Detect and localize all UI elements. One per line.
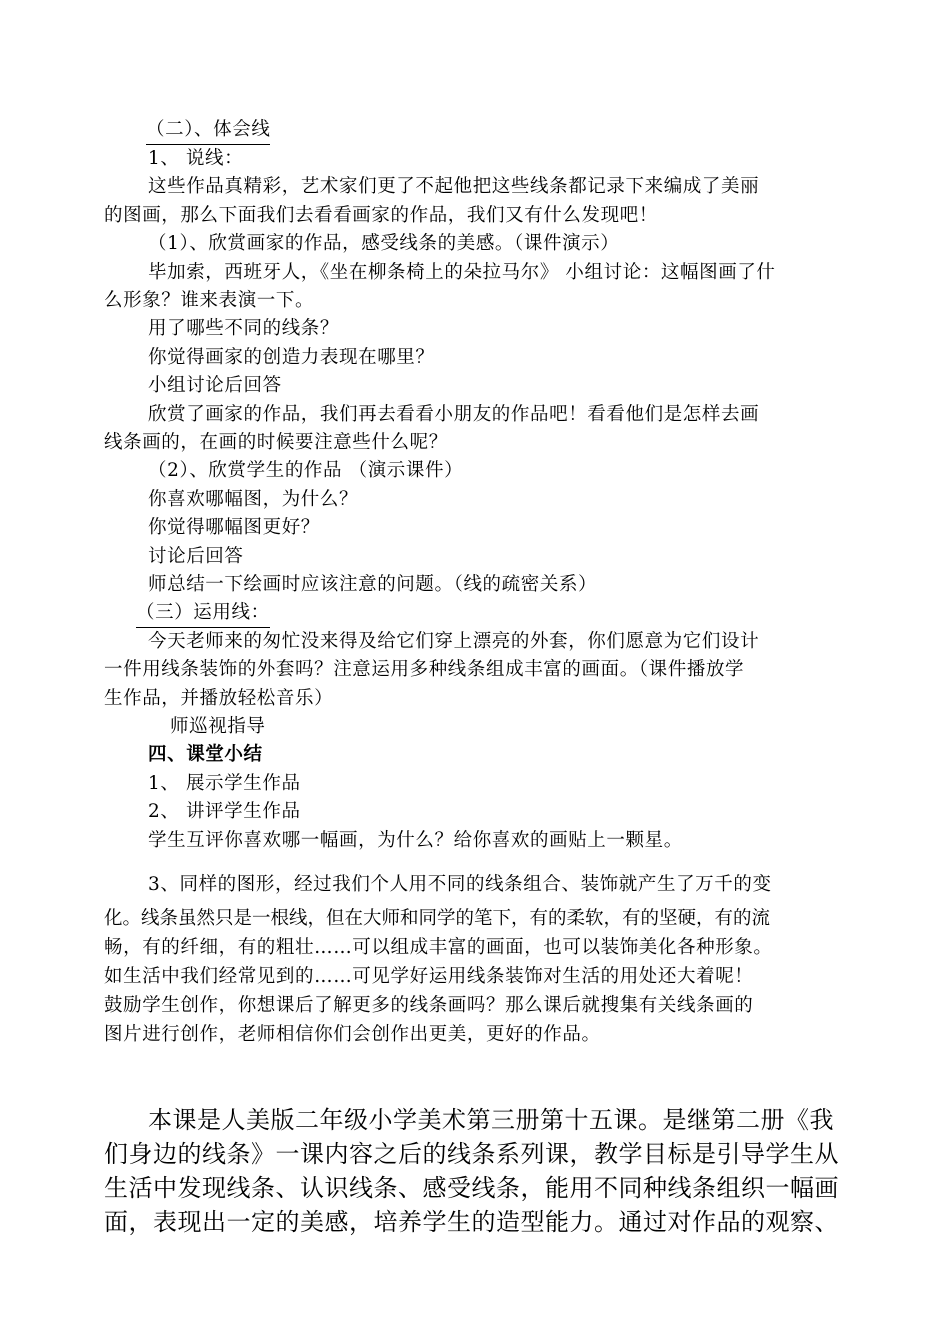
question-better: 你觉得哪幅图更好？: [148, 517, 320, 538]
subsection2-heading: （2）、欣赏学生的作品 （演示课件）: [148, 460, 464, 481]
item3-line1: 3、同样的图形，经过我们个人用不同的线条组合、装饰就产生了万千的变: [148, 874, 772, 895]
item3-line5: 鼓励学生创作，你想课后了解更多的线条画吗？那么课后就搜集有关线条画的: [104, 995, 754, 1016]
peer-review: 学生互评你喜欢哪一幅画，为什么？给你喜欢的画贴上一颗星。: [148, 830, 683, 851]
item3-line3: 畅，有的纤细，有的粗壮……可以组成丰富的画面，也可以装饰美化各种形象。: [104, 937, 773, 958]
section3-para-line2: 一件用线条装饰的外套吗？注意运用多种线条组成丰富的画面。（课件播放学: [104, 659, 745, 680]
item3-line6: 图片进行创作，老师相信你们会创作出更美，更好的作品。: [104, 1024, 601, 1045]
teacher-summary: 师总结一下绘画时应该注意的问题。（线的疏密关系）: [148, 574, 598, 595]
para2-line2: 线条画的，在画的时候要注意些什么呢？: [104, 432, 448, 453]
para1-line1: 这些作品真精彩，艺术家们更了不起他把这些线条都记录下来编成了美丽: [148, 176, 760, 197]
answer-discussion: 讨论后回答: [148, 546, 244, 567]
para1-line2: 的图画，那么下面我们去看看画家的作品，我们又有什么发现吧！: [104, 205, 658, 226]
picasso-line2: 么形象？谁来表演一下。: [104, 290, 315, 311]
teacher-guidance: 师巡视指导: [170, 716, 266, 737]
answer-group-discussion: 小组讨论后回答: [148, 375, 282, 396]
question-lines-used: 用了哪些不同的线条？: [148, 318, 340, 339]
subsection1-heading: （1）、欣赏画家的作品，感受线条的美感。（课件演示）: [148, 233, 620, 254]
section2-item1: 1、 说线：: [148, 148, 244, 169]
item3-line4: 如生活中我们经常见到的……可见学好运用线条装饰对生活的用处还大着呢！: [104, 966, 754, 987]
section4-item1: 1、 展示学生作品: [148, 773, 301, 794]
section3-para-line1: 今天老师来的匆忙没来得及给它们穿上漂亮的外套，你们愿意为它们设计: [148, 631, 760, 652]
section3-heading: （三）运用线：: [136, 600, 270, 628]
reflection-line3: 生活中发现线条、认识线条、感受线条，能用不同种线条组织一幅画: [104, 1174, 839, 1202]
para2-line1: 欣赏了画家的作品，我们再去看看小朋友的作品吧！看看他们是怎样去画: [148, 404, 760, 425]
reflection-line2: 们身边的线条》一课内容之后的线条系列课，教学目标是引导学生从: [104, 1140, 839, 1168]
reflection-line4: 面，表现出一定的美感，培养学生的造型能力。通过对作品的观察、: [104, 1208, 839, 1236]
item3-line2: 化。线条虽然只是一根线，但在大师和同学的笔下，有的柔软，有的坚硬，有的流: [104, 908, 771, 929]
picasso-line1: 毕加索，西班牙人，《坐在柳条椅上的朵拉马尔》 小组讨论：这幅图画了什: [148, 262, 776, 283]
section3-para-line3: 生作品，并播放轻松音乐）: [104, 688, 334, 709]
question-favorite: 你喜欢哪幅图，为什么？: [148, 489, 359, 510]
reflection-line1: 本课是人美版二年级小学美术第三册第十五课。是继第二册《我: [148, 1106, 834, 1134]
section4-heading: 四、课堂小结: [148, 744, 263, 765]
question-creativity: 你觉得画家的创造力表现在哪里？: [148, 347, 435, 368]
section4-item2: 2、 讲评学生作品: [148, 801, 301, 822]
section2-heading: （二）、体会线: [146, 117, 270, 145]
